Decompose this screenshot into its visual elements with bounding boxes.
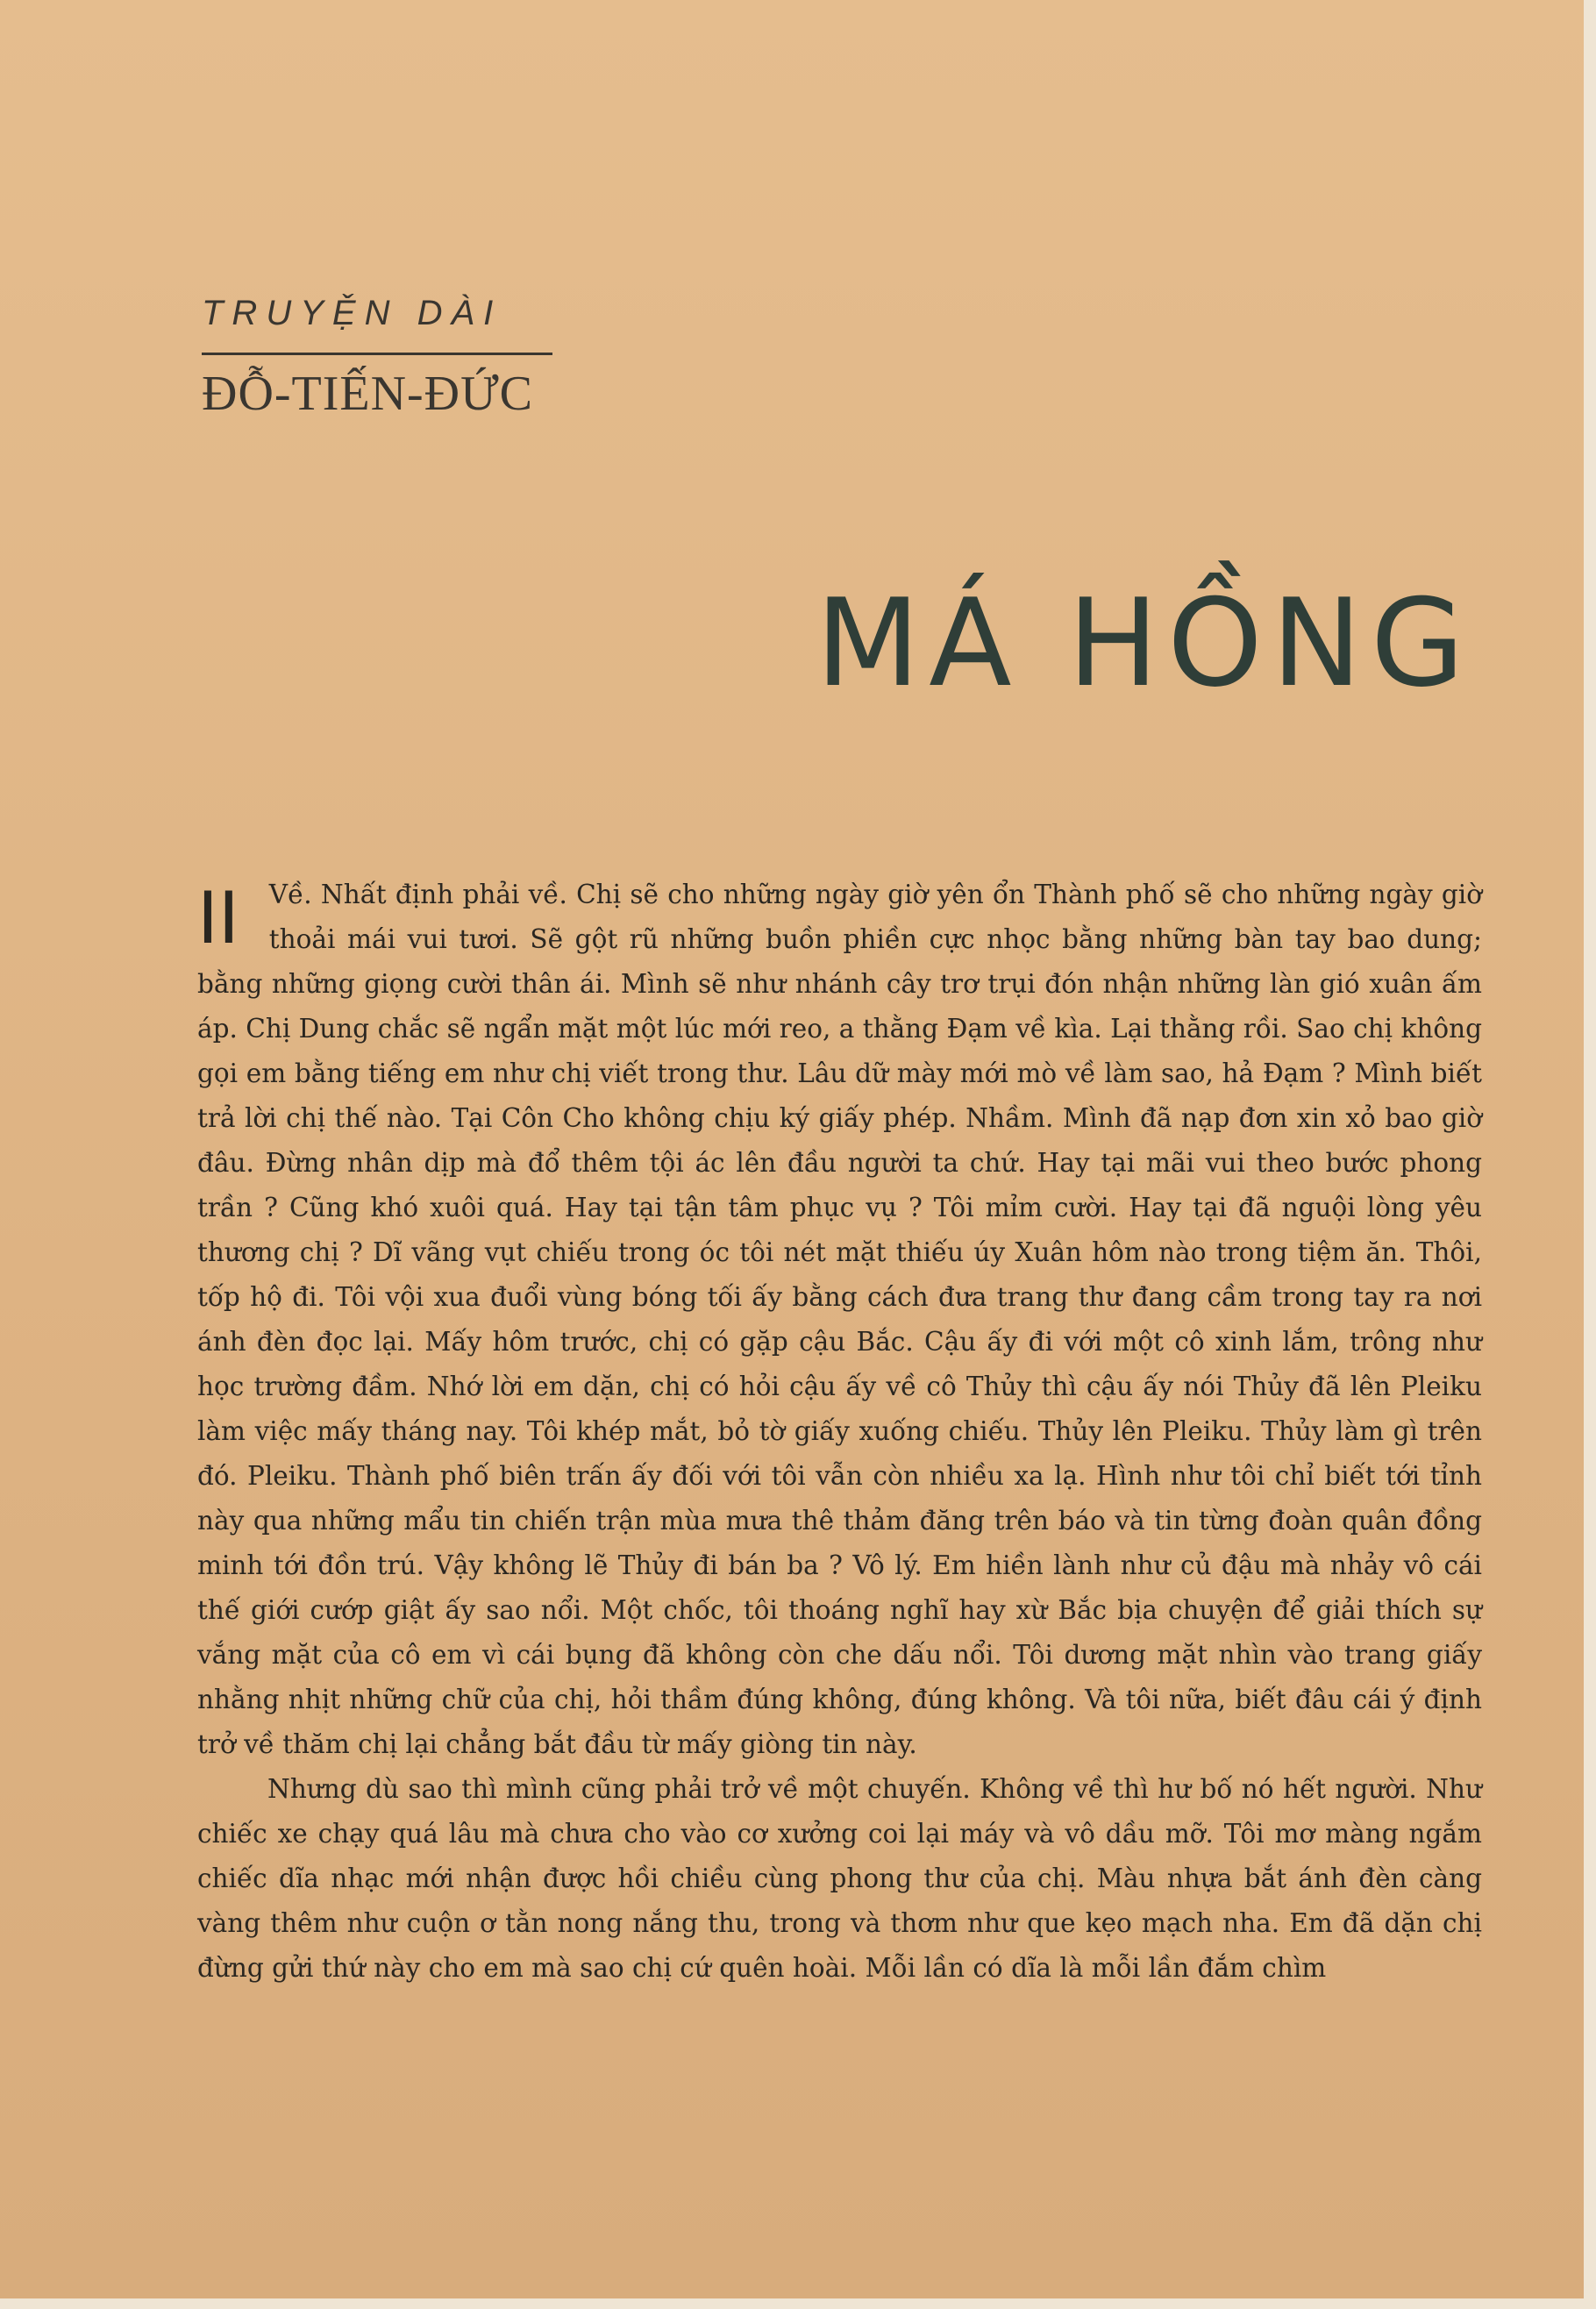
page-edge	[1584, 0, 1596, 2309]
chapter-number: II	[197, 875, 239, 959]
article-body	[197, 873, 1482, 1991]
author-name: ĐỖ-TIẾN-ĐỨC	[202, 367, 533, 421]
header-block	[202, 294, 570, 422]
body-paragraph-2: Nhưng dù sao thì mình cũng phải trở về một chuyến. Không về thì hư bố nó hết người. Như chiếc xe chạy quá lâu mà chưa cho vào cơ xưởng coi lại máy và vô dầu mỡ. Tôi mơ màng ngắm chiếc dĩa nhạc mới nhận được hồi chiều cùng phong thư của chị. Màu nhựa bắt ánh đèn càng vàng thêm như cuộn ơ tằn nong nắng thu, trong và thơm như que kẹo mạch nha. Em đã dặn chị đừng gửi thứ này cho em mà sao chị cứ quên hoài. Mỗi lần có dĩa là mỗi lần đắm chìm	[197, 1774, 1482, 1983]
header-divider	[202, 353, 552, 355]
section-label: TRUYỆN DÀI	[202, 294, 502, 332]
page-bottom-edge	[0, 2298, 1596, 2309]
story-title: MÁ HỒNG	[816, 573, 1473, 714]
body-paragraph-1: Về. Nhất định phải về. Chị sẽ cho những ngày giờ yên ổn Thành phố sẽ cho những ngày giờ thoải mái vui tươi. Sẽ gột rũ những buồn phiền cực nhọc bằng những bàn tay bao dung; bằng những giọng cười thân ái. Mình sẽ như nhánh cây trơ trụi đón nhận những làn gió xuân ấm áp. Chị Dung chắc sẽ ngẩn mặt một lúc mới reo, a thằng Đạm về kìa. Lại thằng rồi. Sao chị không gọi em bằng tiếng em như chị viết trong thư. Lâu dữ mày mới mò về làm sao, hả Đạm ? Mình biết trả lời chị thế nào. Tại Côn Cho không chịu ký giấy phép. Nhầm. Mình đã nạp đơn xin xỏ bao giờ đâu. Đừng nhân dịp mà đổ thêm tội ác lên đầu người ta chứ. Hay tại mãi vui theo bước phong trần ? Cũng khó xuôi quá. Hay tại tận tâm phục vụ ? Tôi mỉm cười. Hay tại đã nguội lòng yêu thương chị ? Dĩ vãng vụt chiếu trong óc tôi nét mặt thiếu úy Xuân hôm nào trong tiệm ăn. Thôi, tốp hộ đi. Tôi vội xua đuổi vùng bóng tối ấy bằng cách đưa trang thư đang cầm trong tay ra nơi ánh đèn đọc lại. Mấy hôm trước, chị có gặp cậu Bắc. Cậu ấy đi với một cô xinh lắm, trông như học trường đầm. Nhớ lời em dặn, chị có hỏi cậu ấy về cô Thủy thì cậu ấy nói Thủy đã lên Pleiku làm việc mấy tháng nay. Tôi khép mắt, bỏ tờ giấy xuống chiếu. Thủy lên Pleiku. Thủy làm gì trên đó. Pleiku. Thành phố biên trấn ấy đối với tôi vẫn còn nhiều xa lạ. Hình như tôi chỉ biết tới tỉnh này qua những mẩu tin chiến trận mùa mưa thê thảm đăng trên báo và tin từng đoàn quân đồng minh tới đồn trú. Vậy không lẽ Thủy đi bán ba ? Vô lý. Em hiền lành như củ đậu mà nhảy vô cái thế giới cướp giật ấy sao nổi. Một chốc, tôi thoáng nghĩ hay xừ Bắc bịa chuyện để giải thích sự vắng mặt của cô em vì cái bụng đã không còn che dấu nổi. Tôi dương mặt nhìn vào trang giấy nhằng nhịt những chữ của chị, hỏi thầm đúng không, đúng không. Và tôi nữa, biết đâu cái ý định trở về thăm chị lại chẳng bắt đầu từ mấy giòng tin này.	[197, 880, 1482, 1759]
